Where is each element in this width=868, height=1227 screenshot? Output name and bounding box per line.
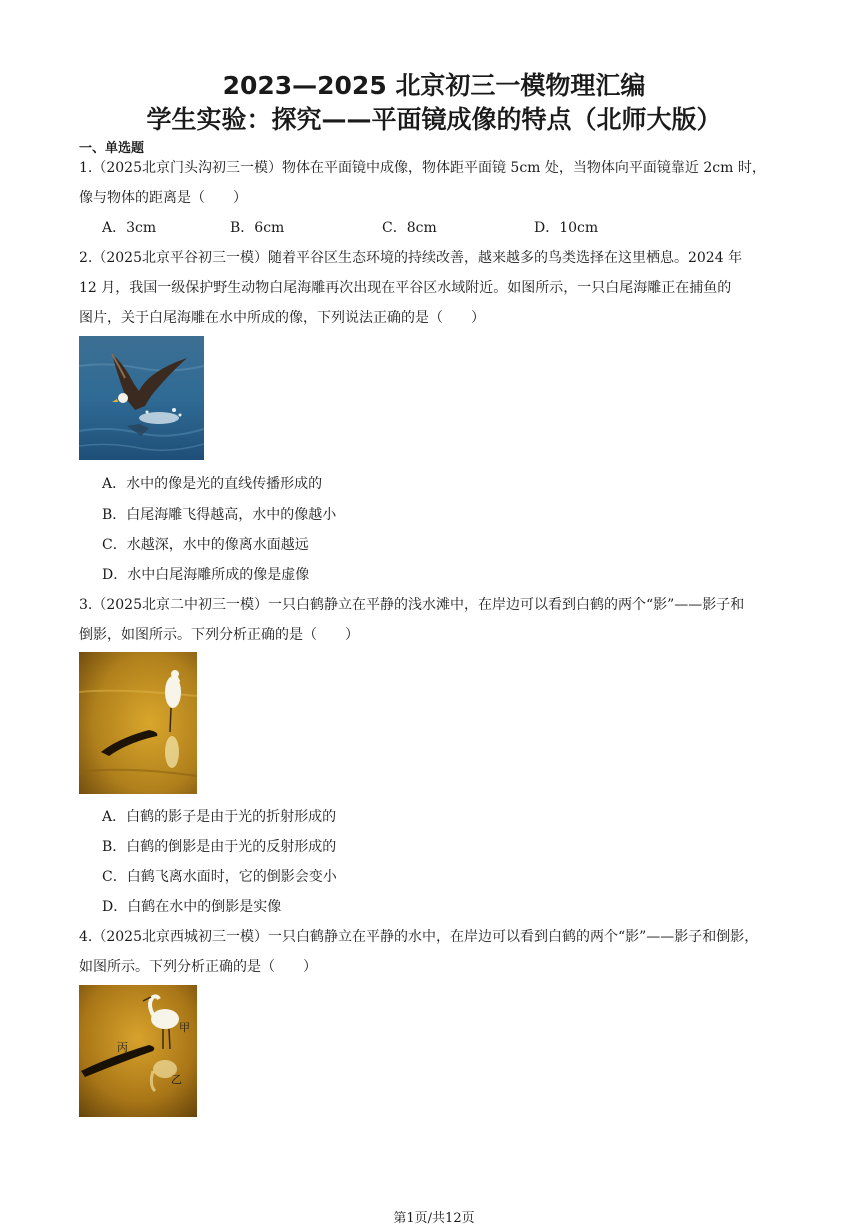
q3-stem-line1: 3.（2025北京二中初三一模）一只白鹤静立在平静的浅水滩中，在岸边可以看到白鹤的两个“影”——影子和: [79, 597, 745, 613]
q4-stem-line2: 如图所示。下列分析正确的是（ ）: [79, 959, 317, 975]
doc-title-line1: 2023—2025 北京初三一模物理汇编: [222, 71, 646, 100]
egret-photo: [79, 652, 197, 794]
eagle-photo: [79, 336, 204, 460]
egret-labeled-photo: [79, 985, 197, 1117]
q1-stem-line2: 像与物体的距离是（ ）: [79, 190, 247, 206]
egret-labeled-photo-icon: [79, 985, 197, 1117]
q2-stem-line2: 12 月，我国一级保护野生动物白尾海雕再次出现在平谷区水域附近。如图所示，一只白尾海雕正在捕鱼的: [79, 280, 732, 296]
q3-option-b: B．白鹤的倒影是由于光的反射形成的: [102, 839, 337, 855]
q1-option-c: C．8cm: [382, 220, 437, 236]
q1-stem-line1: 1.（2025北京门头沟初三一模）物体在平面镜中成像，物体距平面镜 5cm 处，当物体向平面镜靠近 2cm 时，: [79, 160, 766, 176]
q1-option-b: B．6cm: [230, 220, 285, 236]
q2-option-a: A．水中的像是光的直线传播形成的: [102, 476, 323, 492]
q2-option-b: B．白尾海雕飞得越高，水中的像越小: [102, 507, 337, 523]
q2-option-d: D．水中白尾海雕所成的像是虚像: [102, 567, 310, 583]
eagle-photo-icon: [79, 336, 204, 460]
q2-stem-line3: 图片，关于白尾海雕在水中所成的像，下列说法正确的是（ ）: [79, 310, 485, 326]
photo-label-jia: 甲: [179, 1021, 190, 1034]
q1-option-d: D．10cm: [534, 220, 599, 236]
q2-option-c: C．水越深，水中的像离水面越远: [102, 537, 309, 553]
q3-option-a: A．白鹤的影子是由于光的折射形成的: [102, 809, 337, 825]
section-heading: 一、单选题: [79, 141, 145, 156]
doc-title-line2: 学生实验：探究——平面镜成像的特点（北师大版）: [146, 105, 722, 134]
photo-label-bing: 丙: [117, 1041, 128, 1054]
photo-label-yi: 乙: [171, 1073, 182, 1086]
q1-option-a: A．3cm: [102, 220, 157, 236]
q3-stem-line2: 倒影，如图所示。下列分析正确的是（ ）: [79, 627, 359, 643]
q4-stem-line1: 4.（2025北京西城初三一模）一只白鹤静立在平静的水中，在岸边可以看到白鹤的两个“影”——影子和倒影，: [79, 929, 759, 945]
q2-stem-line1: 2.（2025北京平谷初三一模）随着平谷区生态环境的持续改善，越来越多的鸟类选择在这里栖息。2024 年: [79, 250, 743, 266]
page-footer: 第1页/共12页: [393, 1211, 475, 1226]
q3-option-c: C．白鹤飞离水面时，它的倒影会变小: [102, 869, 337, 885]
egret-photo-icon: [79, 652, 197, 794]
q3-option-d: D．白鹤在水中的倒影是实像: [102, 899, 282, 915]
